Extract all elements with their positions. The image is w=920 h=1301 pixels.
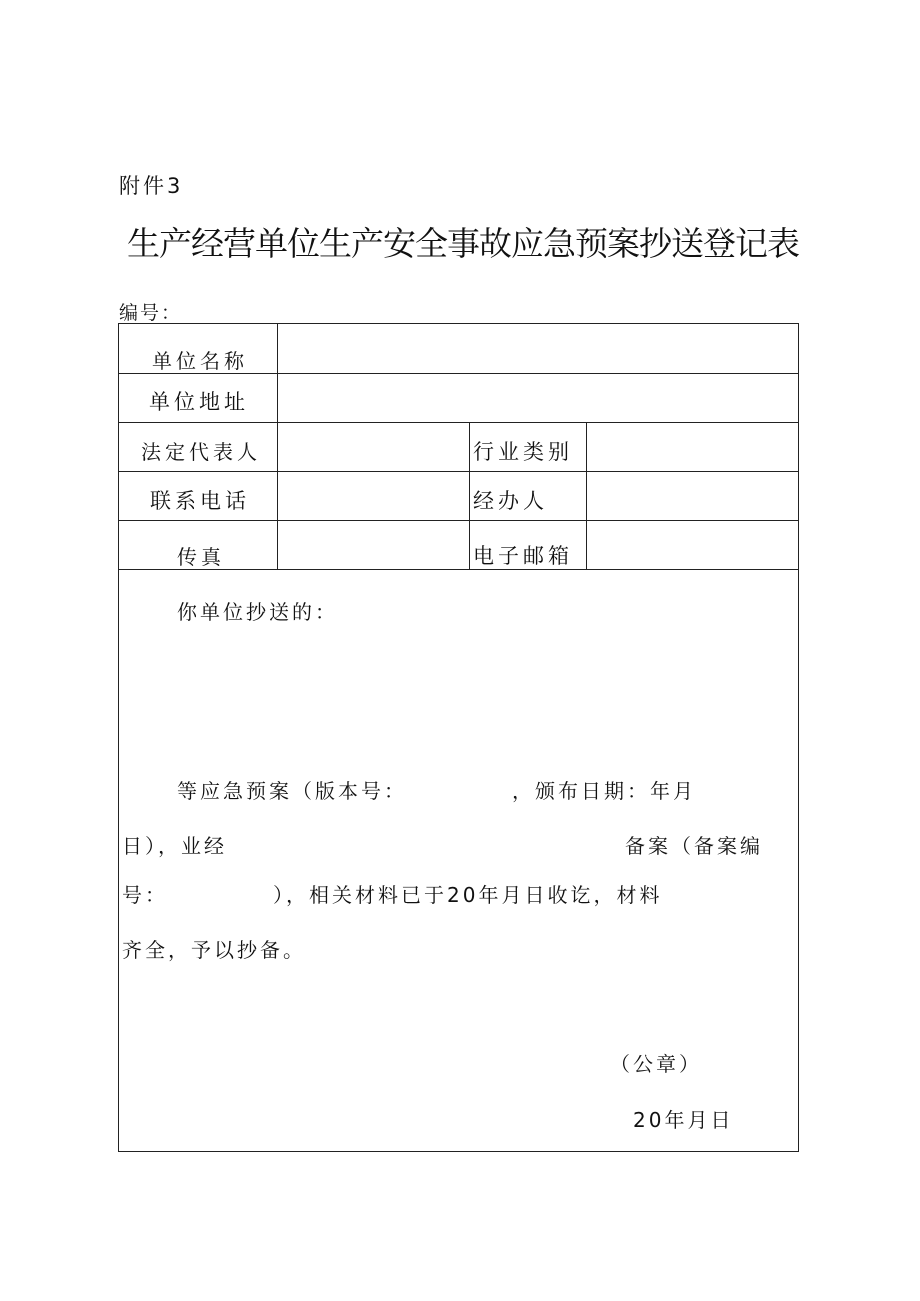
email-field[interactable] — [588, 521, 798, 569]
column-divider — [586, 422, 587, 569]
email-label: 电子邮箱 — [473, 544, 573, 568]
seal-text: （公章） — [610, 1052, 702, 1076]
handler-field[interactable] — [588, 472, 798, 520]
notice-line-3b: 备案（备案编 — [625, 834, 763, 858]
attachment-label: 附件3 — [119, 174, 184, 198]
column-divider — [277, 324, 278, 569]
unit-address-label: 单位地址 — [149, 390, 249, 414]
notice-line-4: 号： ），相关材料已于20年月日收讫，材料 — [122, 883, 663, 907]
notice-line-5: 齐全，予以抄备。 — [122, 938, 306, 962]
serial-number-label: 编号： — [119, 302, 183, 324]
notice-date: 20年月日 — [633, 1108, 734, 1132]
phone-label: 联系电话 — [150, 489, 250, 513]
notice-line-1: 你单位抄送的： — [177, 600, 338, 624]
legal-rep-label: 法定代表人 — [141, 440, 261, 464]
unit-name-label: 单位名称 — [152, 349, 248, 373]
notice-line-2: 等应急预案（版本号： ，颁布日期：年月 — [177, 779, 696, 803]
industry-label: 行业类别 — [473, 440, 573, 464]
column-divider — [469, 422, 470, 569]
unit-address-field[interactable] — [279, 374, 798, 422]
handler-label: 经办人 — [473, 489, 548, 513]
legal-rep-field[interactable] — [279, 423, 468, 471]
unit-name-field[interactable] — [279, 324, 798, 373]
phone-field[interactable] — [279, 472, 468, 520]
industry-field[interactable] — [588, 423, 798, 471]
fax-field[interactable] — [279, 521, 468, 569]
fax-label: 传真 — [177, 545, 225, 569]
notice-line-3a: 日），业经 — [122, 834, 227, 858]
page-title: 生产经营单位生产安全事故应急预案抄送登记表 — [127, 224, 799, 263]
registration-form — [118, 323, 799, 1152]
